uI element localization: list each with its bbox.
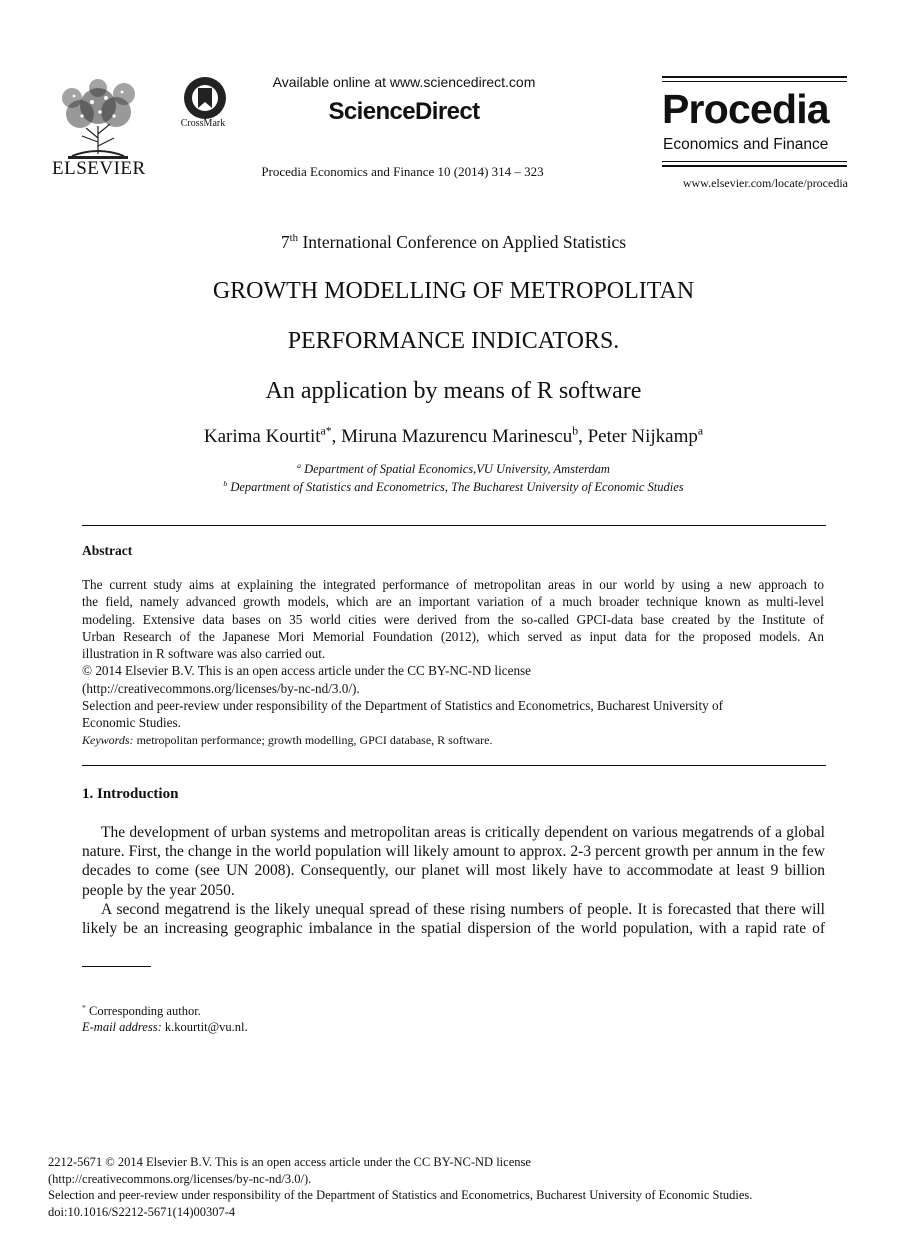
affiliation-text: Department of Spatial Economics,VU University, Amsterdam — [300, 462, 610, 476]
footnote-email — [82, 1020, 248, 1035]
email-address[interactable]: k.kourtit@vu.nl. — [161, 1020, 248, 1034]
license-link[interactable]: (http://creativecommons.org/licenses/by-nc-nd/3.0/). — [82, 680, 360, 696]
peer-review-line: Economic Studies. — [82, 715, 181, 731]
procedia-rule-top-thin — [662, 81, 847, 82]
abstract-top-rule — [82, 525, 826, 526]
affiliation-mark: a — [297, 460, 301, 470]
author-separator: , — [578, 426, 588, 447]
peer-review-line: Selection and peer-review under responsibility of the Department of Statistics and Econometrics, Bucharest University of — [82, 698, 723, 714]
keywords-label: Keywords: — [82, 732, 134, 747]
affiliation-b — [0, 480, 907, 495]
author-name: Karima Kourtit — [203, 426, 321, 447]
procedia-rule-top — [662, 76, 847, 78]
email-label: E-mail address: — [82, 1020, 162, 1034]
footer-issn-line: 2212-5671 © 2014 Elsevier B.V. This is an open access article under the CC BY-NC-ND license — [48, 1155, 531, 1169]
footer-license-link[interactable]: (http://creativecommons.org/licenses/by-nc-nd/3.0/). — [48, 1171, 312, 1186]
abstract-line: The current study aims at explaining the integrated performance of metropolitan areas in our world by using a new approach to — [82, 577, 824, 592]
paper-title-line-1: GROWTH MODELLING OF METROPOLITAN — [212, 278, 695, 304]
procedia-brand: Procedia — [662, 86, 829, 132]
paragraph: A second megatrend is the likely unequal spread of these rising numbers of people. It is forecasted that there will likely be an increasing geographic imbalance in the spatial dispersion of the world population, with a rapid rate of — [82, 900, 825, 938]
section-heading-introduction: 1. Introduction — [82, 786, 179, 802]
copyright-line: © 2014 Elsevier B.V. This is an open access article under the CC BY-NC-ND license — [82, 663, 532, 679]
procedia-rule-bottom-thin — [662, 161, 847, 162]
conference-name — [0, 232, 907, 253]
introduction-body — [82, 823, 825, 938]
available-online-text: Available online at www.sciencedirect.com — [272, 74, 536, 90]
abstract-bottom-rule — [82, 765, 826, 766]
keywords-text: metropolitan performance; growth modelling, GPCI database, R software. — [133, 732, 493, 747]
conference-ordinal: th — [289, 232, 299, 245]
author-affiliation-mark: b — [572, 424, 579, 438]
footer-doi[interactable]: doi:10.1016/S2212-5671(14)00307-4 — [48, 1204, 236, 1219]
conference-number: 7 — [280, 232, 290, 252]
footer-peer-review-line: Selection and peer-review under responsibility of the Department of Statistics and Econometrics, Bucharest University of Economic Studies. — [48, 1188, 753, 1202]
author-name: Peter Nijkamp — [587, 426, 698, 447]
abstract-line: Urban Research of the Japanese Mori Memorial Foundation (2012), which served as input data for the proposed models. An — [82, 628, 824, 644]
paper-subtitle: An application by means of R software — [265, 378, 642, 404]
author-affiliation-mark: a* — [320, 424, 332, 438]
abstract-body — [82, 576, 824, 749]
journal-reference: Procedia Economics and Finance 10 (2014) 314 – 323 — [261, 164, 544, 179]
keywords-line — [82, 732, 824, 749]
abstract-heading: Abstract — [82, 543, 133, 558]
page-footer — [48, 1154, 868, 1220]
procedia-subtitle: Economics and Finance — [663, 136, 829, 153]
journal-url-link[interactable]: www.elsevier.com/locate/procedia — [682, 176, 848, 190]
procedia-rule-bottom — [662, 165, 847, 167]
affiliation-mark: b — [223, 478, 228, 488]
author-list — [0, 426, 907, 448]
author-name: Miruna Mazurencu Marinescu — [341, 426, 573, 447]
abstract-line: modeling. Extensive data bases on 35 world cities were derived from the so-called GPCI-data base created by the Institute of — [82, 611, 824, 627]
paragraph: The development of urban systems and metropolitan areas is critically dependent on various megatrends of a global nature. First, the change in the world population will likely amount to approx. 2-3 percent growth per annum in the few decades to come (see UN 2008). Consequently, our planet will most likely have to accommodate at least 9 billion people by the year 2050. — [82, 824, 825, 899]
paper-title-line-2: PERFORMANCE INDICATORS. — [287, 328, 620, 354]
conference-title: International Conference on Applied Statistics — [298, 232, 627, 252]
abstract-line: the field, namely advanced growth models, which are an important variation of a much broader technique known as multi-level — [82, 594, 824, 610]
author-affiliation-mark: a — [697, 424, 704, 438]
footnote-rule — [82, 966, 151, 967]
abstract-line: illustration in R software was also carried out. — [82, 646, 326, 662]
sciencedirect-brand[interactable]: ScienceDirect — [328, 98, 480, 125]
affiliation-a — [0, 462, 907, 477]
footnote-text: Corresponding author. — [85, 1004, 201, 1018]
affiliation-text: Department of Statistics and Econometrics, The Bucharest University of Economic Studies — [227, 480, 684, 494]
publisher-name: ELSEVIER — [52, 158, 146, 179]
crossmark-label: CrossMark — [180, 118, 226, 129]
footnote-mark: * — [82, 1002, 86, 1012]
footnote-corresponding — [82, 1004, 201, 1019]
author-separator: , — [331, 426, 342, 447]
